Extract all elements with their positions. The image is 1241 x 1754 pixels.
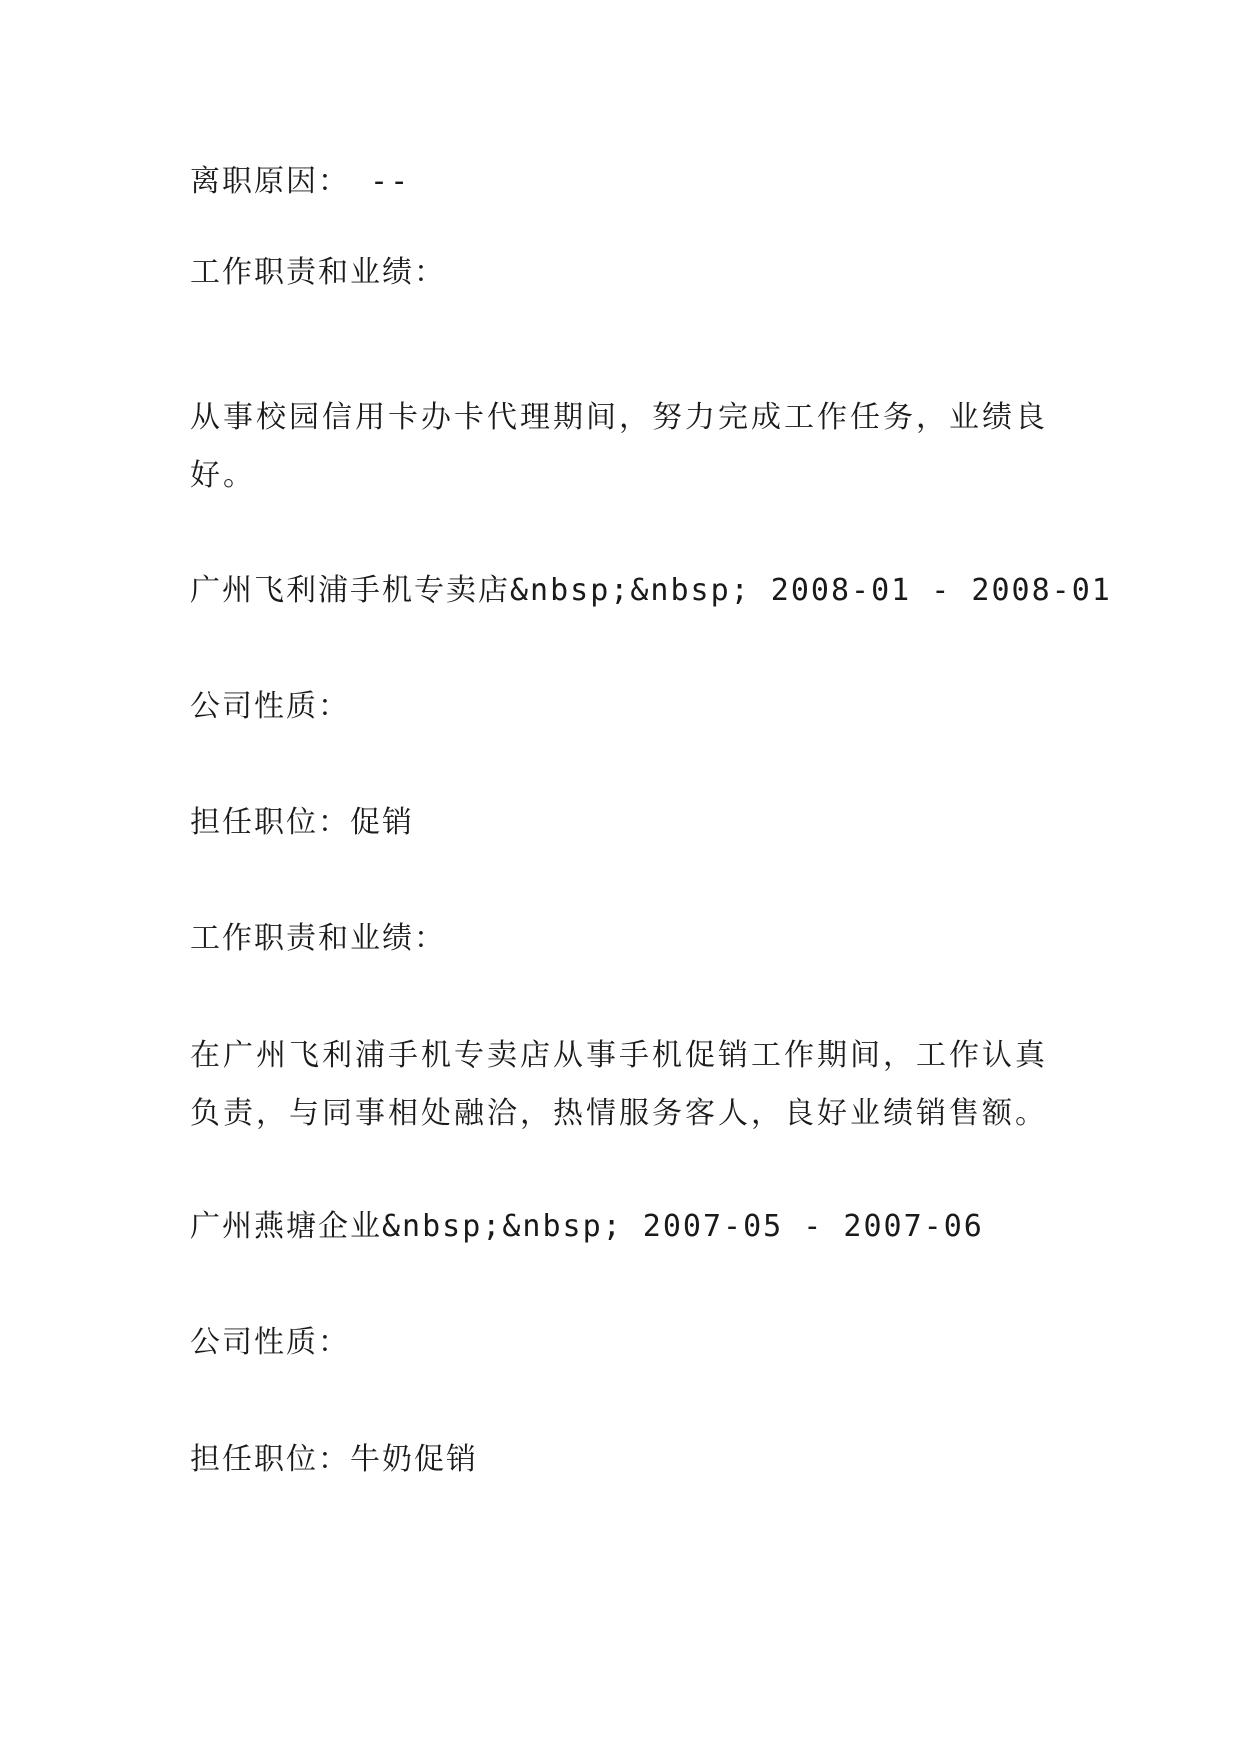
position-line: 担任职位：促销: [190, 805, 414, 840]
duties-heading: 工作职责和业绩：: [190, 255, 446, 290]
company-nature-line: 公司性质：: [190, 1325, 350, 1360]
duties-text: 在广州飞利浦手机专卖店从事手机促销工作期间，工作认真负责，与同事相处融洽，热情服务客人，良好业绩销售额。: [190, 1038, 1048, 1131]
duties-text: 从事校园信用卡办卡代理期间，努力完成工作任务，业绩良好。: [190, 400, 1048, 493]
duties-heading: 工作职责和业绩：: [190, 921, 446, 956]
company-entry-yantang: 广州燕塘企业&nbsp;&nbsp; 2007-05 - 2007-06: [190, 1209, 984, 1244]
company-entry-philips: 广州飞利浦手机专卖店&nbsp;&nbsp; 2008-01 - 2008-01: [190, 573, 1112, 608]
position-line: 担任职位：牛奶促销: [190, 1442, 478, 1477]
leave-reason-line: 离职原因： --: [190, 164, 411, 199]
company-nature-line: 公司性质：: [190, 689, 350, 724]
